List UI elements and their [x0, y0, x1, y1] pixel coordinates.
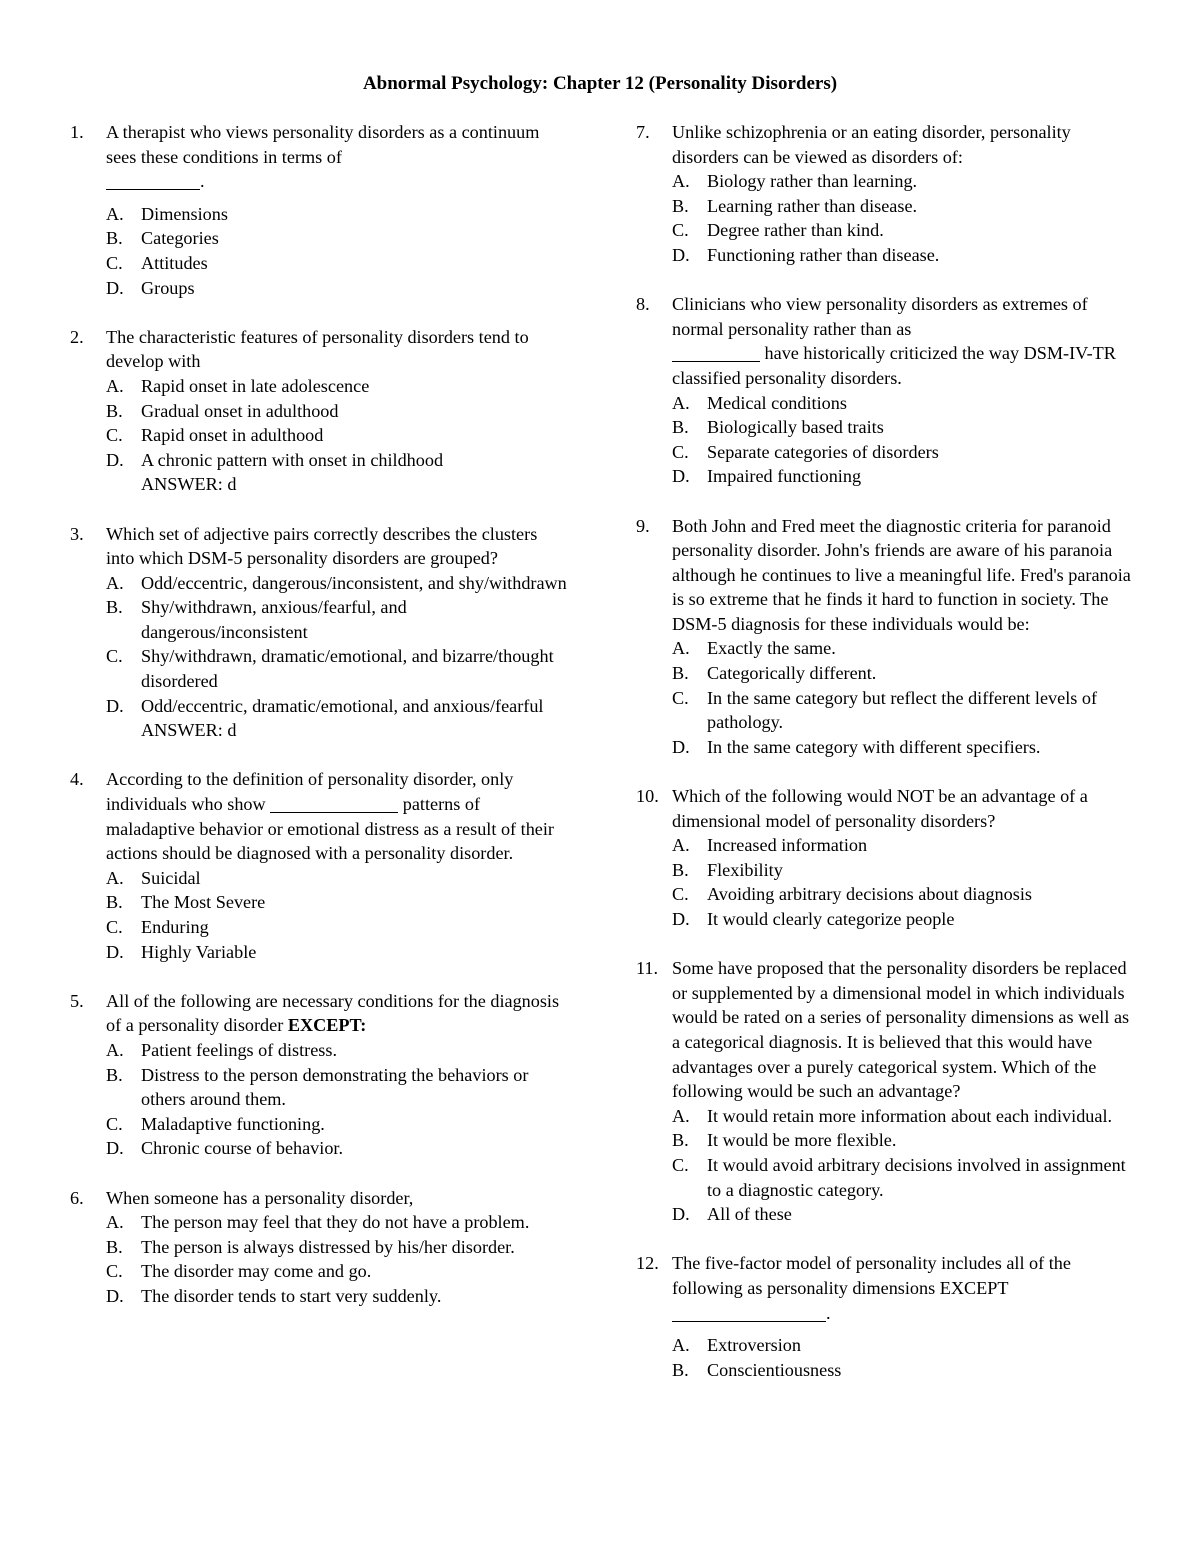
question-10	[636, 784, 1136, 932]
option-b: B. Flexibility	[672, 859, 783, 880]
option-b: B. It would be more flexible.	[672, 1130, 897, 1151]
question-number: 2.	[70, 326, 84, 347]
option-b: B. Distress to the person demonstrating the behaviors or others around them.	[106, 1064, 529, 1110]
option-d: D. Odd/eccentric, dramatic/emotional, and anxious/fearful	[106, 695, 544, 716]
option-a: A. Medical conditions	[672, 392, 847, 413]
option-b: B. Biologically based traits	[672, 417, 884, 438]
options-list	[106, 1038, 570, 1161]
options-list	[672, 1333, 1136, 1382]
options-list	[106, 1210, 570, 1308]
question-text: The five-factor model of personality includes all of the following as personality dimensions EXCEPT .	[672, 1253, 1071, 1323]
question-2	[70, 325, 570, 497]
question-number: 5.	[70, 990, 84, 1011]
answer-blank	[672, 1302, 826, 1321]
question-3	[70, 522, 570, 743]
option-c: C. In the same category but reflect the different levels of pathology.	[672, 687, 1098, 733]
options-list	[672, 833, 1136, 931]
option-d: D. Highly Variable	[106, 941, 257, 962]
except-emphasis: EXCEPT:	[287, 1015, 367, 1036]
option-d: D. In the same category with different specifiers.	[672, 736, 1041, 757]
options-list	[672, 636, 1136, 759]
answer-key: ANSWER: d	[141, 720, 237, 741]
question-number: 4.	[70, 769, 84, 790]
option-a: A. Odd/eccentric, dangerous/inconsistent, and shy/withdrawn	[106, 572, 567, 593]
option-d: D. Impaired functioning	[672, 466, 862, 487]
option-b: B. The person is always distressed by his/her disorder.	[106, 1236, 515, 1257]
option-c: C. Shy/withdrawn, dramatic/emotional, and bizarre/thought disordered	[106, 646, 554, 692]
options-list	[106, 866, 570, 964]
question-5	[70, 989, 570, 1161]
option-c: C. Maladaptive functioning.	[106, 1113, 325, 1134]
option-a: A. Patient feelings of distress.	[106, 1039, 337, 1060]
option-c: C. It would avoid arbitrary decisions involved in assignment to a diagnostic category.	[672, 1154, 1126, 1200]
option-d: D. All of these	[672, 1204, 792, 1225]
option-a: A. Increased information	[672, 835, 868, 856]
option-b: B. Gradual onset in adulthood	[106, 400, 339, 421]
question-number: 1.	[70, 122, 84, 142]
options-list	[106, 202, 570, 300]
question-8	[636, 292, 1136, 489]
option-b: B. Learning rather than disease.	[672, 195, 918, 216]
right-column	[636, 120, 1136, 1407]
option-b: B. The Most Severe	[106, 892, 266, 913]
option-c: C. Separate categories of disorders	[672, 441, 939, 462]
option-a: A. Biology rather than learning.	[672, 171, 918, 192]
question-text: When someone has a personality disorder,	[106, 1187, 414, 1208]
option-c: C. Avoiding arbitrary decisions about diagnosis	[672, 884, 1032, 905]
answer-key: ANSWER: d	[141, 474, 237, 495]
option-d: D. The disorder tends to start very suddenly.	[106, 1285, 442, 1306]
question-number: 3.	[70, 523, 84, 544]
question-text: All of the following are necessary conditions for the diagnosis of a personality disorder EXCEPT:	[106, 990, 560, 1036]
question-number: 11.	[636, 958, 659, 979]
question-text: Which set of adjective pairs correctly describes the clusters into which DSM-5 personality disorders are grouped?	[106, 523, 538, 569]
question-number: 6.	[70, 1187, 84, 1208]
question-4	[70, 767, 570, 964]
option-a: A. Suicidal	[106, 867, 201, 888]
option-c: C. Enduring	[106, 917, 209, 937]
answer-blank	[672, 343, 760, 362]
option-b: B. Categories	[106, 228, 219, 249]
option-b: B. Conscientiousness	[672, 1359, 842, 1380]
question-number: 8.	[636, 294, 650, 315]
option-c: C. Degree rather than kind.	[672, 220, 884, 241]
option-a: A. Extroversion	[672, 1335, 801, 1356]
left-column	[70, 120, 570, 1333]
option-a: A. Exactly the same.	[672, 638, 836, 659]
question-1	[70, 120, 570, 300]
option-b: B. Categorically different.	[672, 663, 877, 684]
options-list	[672, 169, 1136, 267]
question-7	[636, 120, 1136, 268]
question-text: According to the definition of personality disorder, only individuals who show patterns of maladaptive behavior or emotional distress as a result of their actions should be diagnosed with a personality disorder.	[106, 769, 554, 864]
question-text: A therapist who views personality disorders as a continuum sees these conditions in terms of .	[106, 122, 540, 192]
option-c: C. Attitudes	[106, 252, 208, 273]
question-number: 7.	[636, 122, 650, 142]
answer-blank	[270, 794, 398, 813]
question-11	[636, 956, 1136, 1227]
question-text: Clinicians who view personality disorders as extremes of normal personality rather than as have historically criticized the way DSM-IV-TR classified personality disorders.	[672, 294, 1116, 388]
question-number: 10.	[636, 786, 659, 807]
question-text: Both John and Fred meet the diagnostic criteria for paranoid personality disorder. John's friends are aware of his paranoia although he continues to live a meaningful life. Fred's paranoia is so extreme that he finds it hard to function in society. The DSM-5 diagnosis for these individuals would be:	[672, 515, 1131, 634]
question-text: Unlike schizophrenia or an eating disorder, personality disorders can be viewed as disorders of:	[672, 122, 1071, 167]
question-number: 9.	[636, 515, 650, 536]
option-d: D. It would clearly categorize people	[672, 909, 955, 929]
question-9	[636, 514, 1136, 760]
options-list	[106, 374, 570, 472]
option-c: C. The disorder may come and go.	[106, 1261, 372, 1282]
question-number: 12.	[636, 1253, 659, 1274]
question-6	[70, 1186, 570, 1309]
options-list	[672, 1104, 1136, 1227]
page-title: Abnormal Psychology: Chapter 12 (Personality Disorders)	[362, 73, 838, 94]
option-a: A. It would retain more information about each individual.	[672, 1105, 1113, 1126]
option-a: A. Dimensions	[106, 203, 228, 224]
answer-blank	[106, 171, 200, 190]
option-d: D. Groups	[106, 277, 195, 298]
option-b: B. Shy/withdrawn, anxious/fearful, and dangerous/inconsistent	[106, 597, 407, 642]
options-list	[672, 391, 1136, 489]
options-list	[106, 571, 570, 719]
option-d: D. Chronic course of behavior.	[106, 1138, 344, 1159]
question-text: Which of the following would NOT be an advantage of a dimensional model of personality disorders?	[672, 786, 1088, 831]
question-text: The characteristic features of personality disorders tend to develop with	[106, 326, 529, 372]
option-c: C. Rapid onset in adulthood	[106, 425, 324, 446]
question-text: Some have proposed that the personality disorders be replaced or supplemented by a dimensional model in which individuals would be rated on a series of personality dimensions as well as a categorical diagnosis. It is believed that this would have advantages over a purely categorical system. Which of the following would be such an advantage?	[672, 958, 1130, 1102]
option-a: A. Rapid onset in late adolescence	[106, 375, 370, 396]
question-12	[636, 1251, 1136, 1382]
option-d: D. A chronic pattern with onset in childhood	[106, 449, 444, 470]
option-a: A. The person may feel that they do not have a problem.	[106, 1212, 530, 1233]
option-d: D. Functioning rather than disease.	[672, 244, 940, 265]
